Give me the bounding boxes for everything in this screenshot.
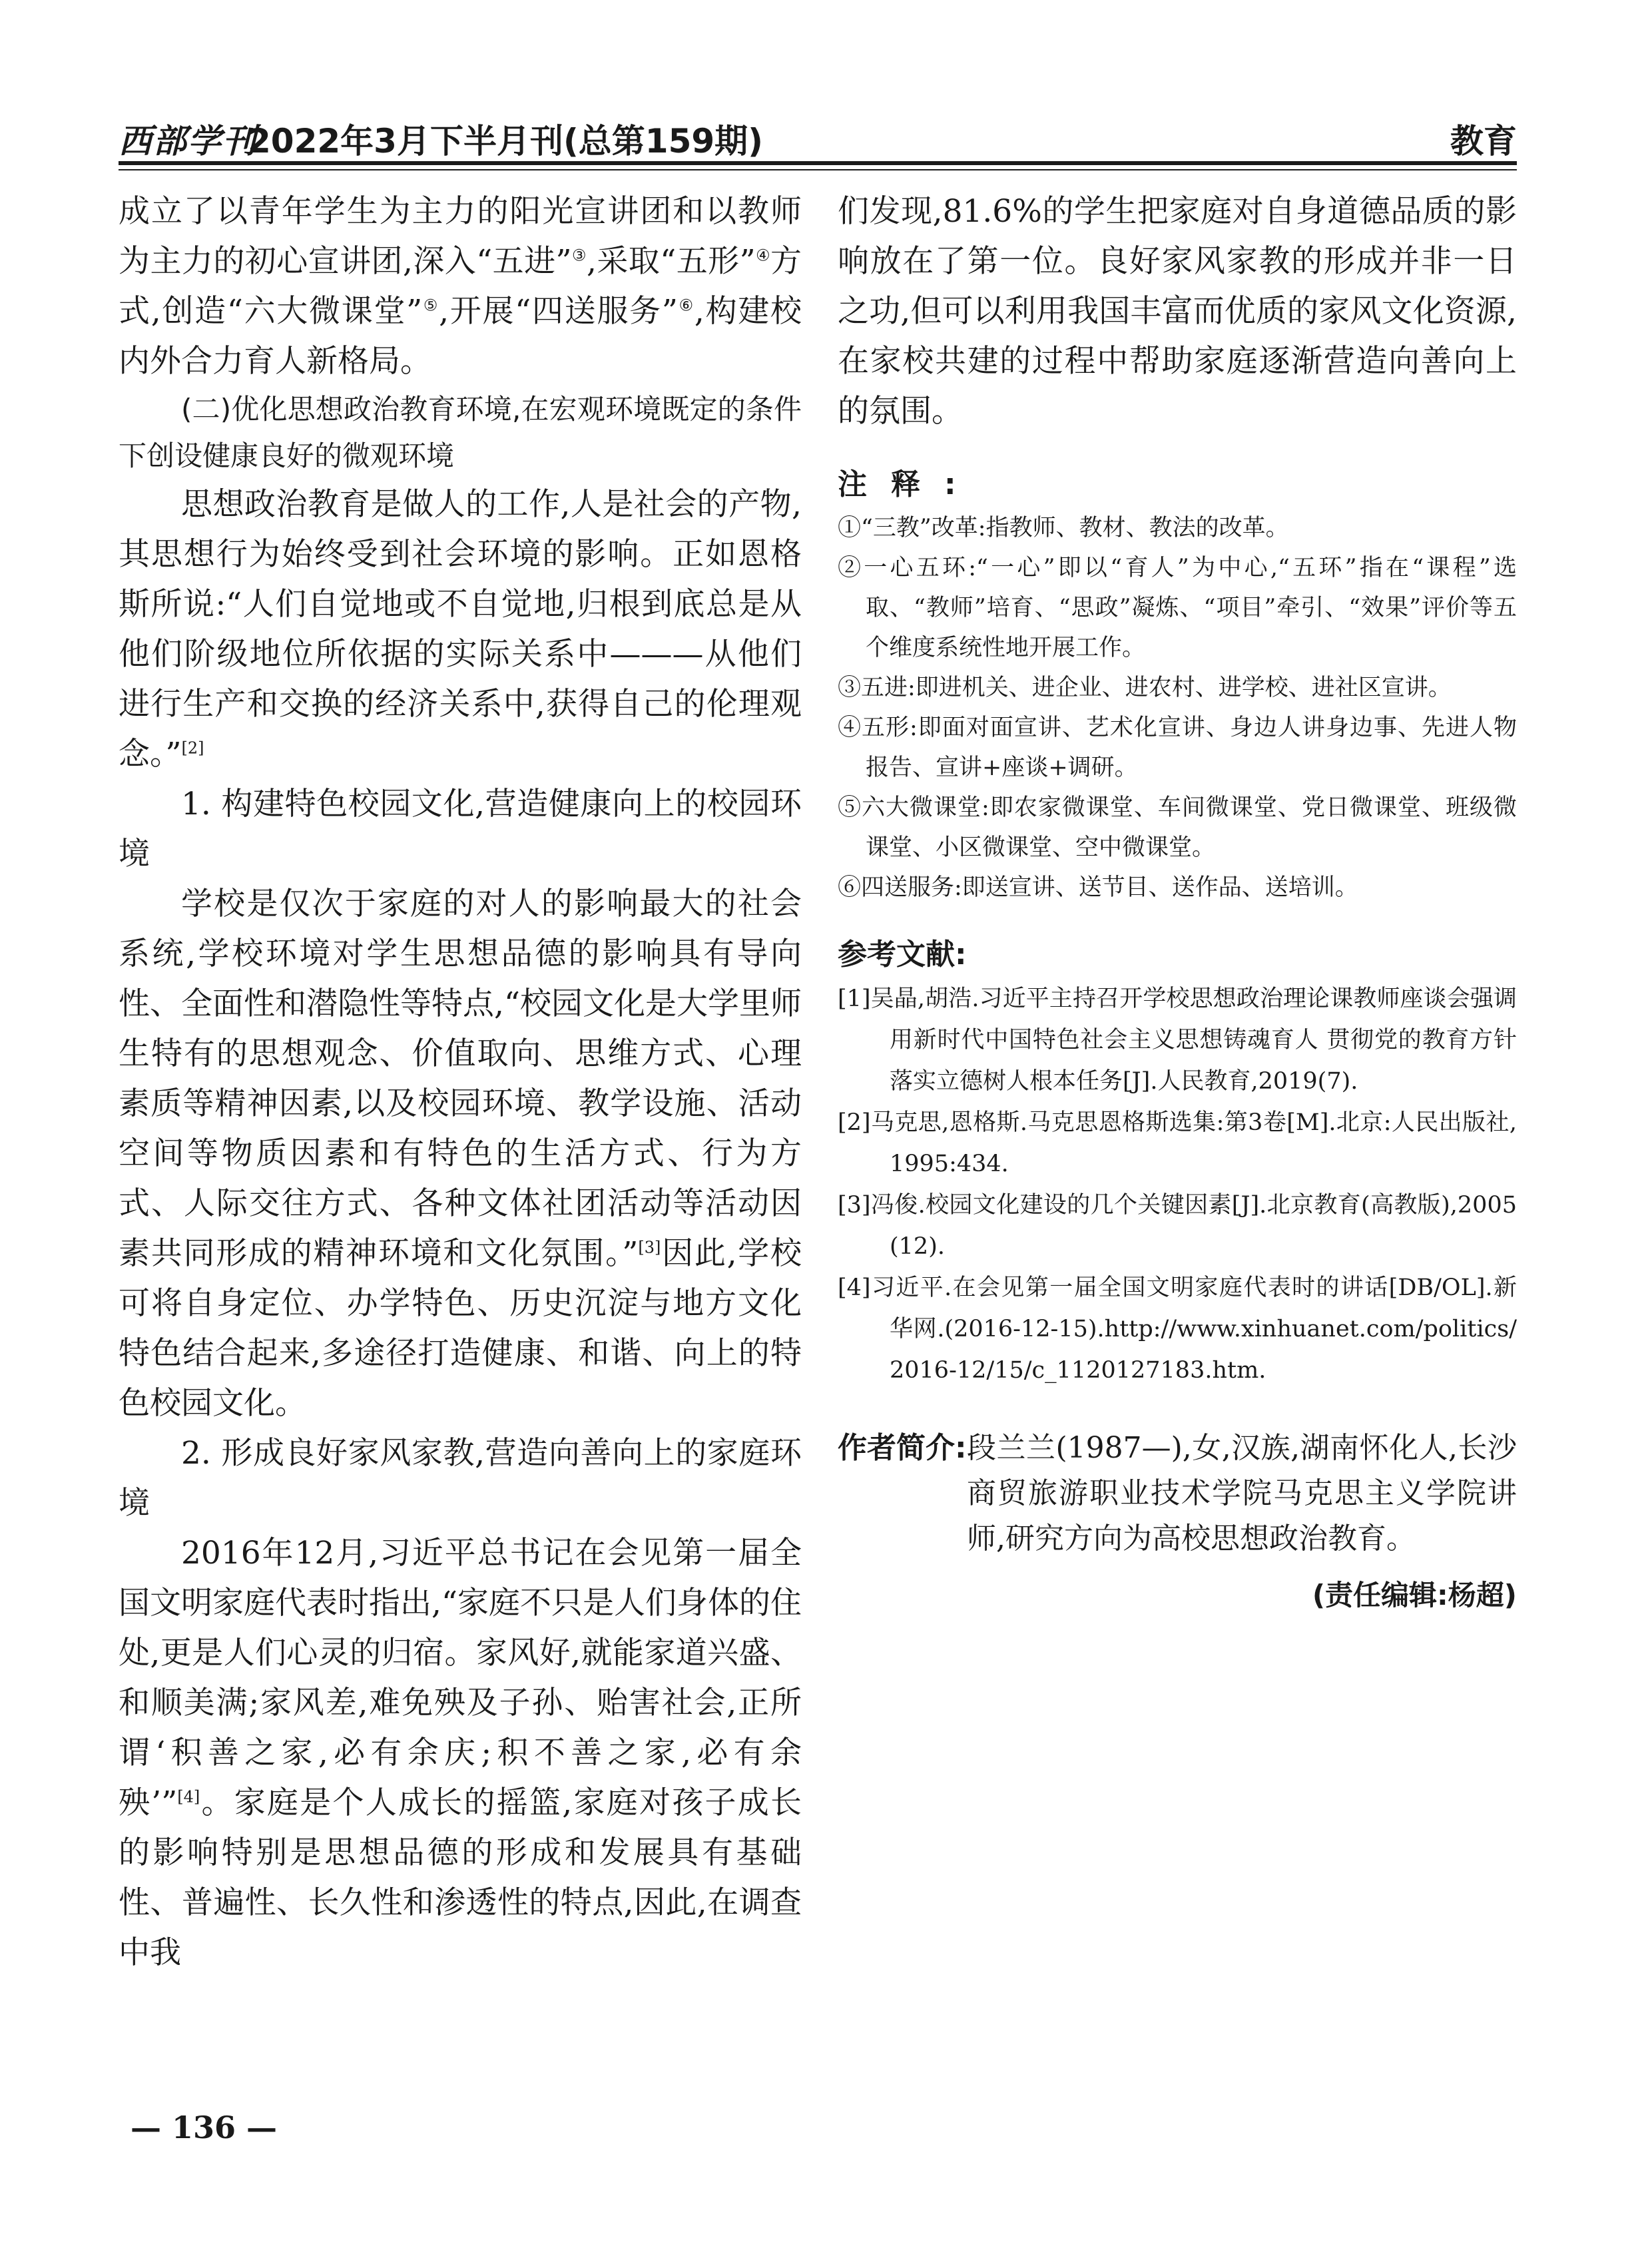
page-number: — 136 — — [131, 2109, 278, 2145]
subsection-heading: 2. 形成良好家风家教,营造向善向上的家庭环境 — [119, 1435, 802, 1522]
note-marker: ③ — [571, 246, 587, 265]
paragraph: 思想政治教育是做人的工作,人是社会的产物,其思想行为始终受到社会环境的影响。正如恩格斯所说:“人们自觉地或不自觉地,归根到底总是从他们阶级地位所依据的实际关系中———从他们进行生产和交换的经济关系中,获得自己的伦理观念。”[2] — [119, 486, 802, 772]
note-item: ⑤六大微课堂:即农家微课堂、车间微课堂、党日微课堂、班级微课堂、小区微课堂、空中微课堂。 — [838, 794, 1517, 861]
references-title: 参考文献: — [838, 938, 967, 972]
paragraph: 学校是仅次于家庭的对人的影响最大的社会系统,学校环境对学生思想品德的影响具有导向性、全面性和潜隐性等特点,“校园文化是大学里师生特有的思想观念、价值取向、思维方式、心理素质等精神因素,以及校园环境、教学设施、活动空间等物质因素和有特色的生活方式、行为方式、人际交往方式、各种文体社团活动等活动因素共同形成的精神环境和文化氛围。”[3]因此,学校可将自身定位、办学特色、历史沉淀与地方文化特色结合起来,多途径打造健康、和谐、向上的特色校园文化。 — [119, 886, 802, 1422]
reference-item: [1]吴晶,胡浩.习近平主持召开学校思想政治理论课教师座谈会强调 用新时代中国特色社会主义思想铸魂育人 贯彻党的教育方针落实立德树人根本任务[J].人民教育,2019(7). — [838, 985, 1517, 1095]
note-item: ③五进:即进机关、进企业、进农村、进学校、进社区宣讲。 — [838, 675, 1452, 701]
header-rule-thin — [119, 169, 1517, 170]
author-bio — [838, 1426, 1517, 1561]
paragraph: 们发现,81.6%的学生把家庭对自身道德品质的影响放在了第一位。良好家风家教的形成并非一日之功,但可以利用我国丰富而优质的家风文化资源,在家校共建的过程中帮助家庭逐渐营造向善向上的氛围。 — [838, 193, 1517, 429]
note-marker: ⑥ — [677, 296, 694, 315]
paragraph: 成立了以青年学生为主力的阳光宣讲团和以教师为主力的初心宣讲团,深入“五进”③,采取“五形”④方式,创造“六大微课堂”⑤,开展“四送服务”⑥,构建校内外合力育人新格局。 — [119, 193, 802, 380]
citation-marker: [3] — [638, 1238, 661, 1257]
section-name: 教育 — [1450, 122, 1517, 160]
header-rule-thick — [119, 161, 1517, 165]
reference-item: [2]马克思,恩格斯.马克思恩格斯选集:第3卷[M].北京:人民出版社,1995:434. — [838, 1109, 1517, 1177]
section-heading: (二)优化思想政治教育环境,在宏观环境既定的条件下创设健康良好的微观环境 — [119, 393, 802, 472]
reference-item: [3]冯俊.校园文化建设的几个关键因素[J].北京教育(高教版),2005(12). — [838, 1192, 1517, 1260]
note-marker: ④ — [755, 246, 771, 265]
journal-logo: 西部学刊 — [119, 121, 257, 160]
right-column — [838, 186, 1517, 1616]
paragraph: 2016年12月,习近平总书记在会见第一届全国文明家庭代表时指出,“家庭不只是人们身体的住处,更是人们心灵的归宿。家风好,就能家道兴盛、和顺美满;家风差,难免殃及子孙、贻害社会,正所谓‘积善之家,必有余庆;积不善之家,必有余殃’”[4]。家庭是个人成长的摇篮,家庭对孩子成长的影响特别是思想品德的形成和发展具有基础性、普遍性、长久性和渗透性的特点,因此,在调查中我 — [119, 1535, 802, 1971]
notes-title: 注释: — [838, 467, 980, 501]
author-text: 段兰兰(1987—),女,汉族,湖南怀化人,长沙商贸旅游职业技术学院马克思主义学院讲师,研究方向为高校思想政治教育。 — [967, 1431, 1517, 1555]
issue-info: 2022年3月下半月刊(总第159期) — [248, 122, 764, 160]
responsible-editor: (责任编辑:杨超) — [1312, 1579, 1517, 1611]
note-item: ①“三教”改革:指教师、教材、教法的改革。 — [838, 515, 1289, 541]
notes-list — [838, 508, 1517, 908]
note-item: ④五形:即面对面宣讲、艺术化宣讲、身边人讲身边事、先进人物报告、宣讲+座谈+调研。 — [838, 714, 1517, 781]
note-marker: ⑤ — [422, 296, 439, 315]
left-column — [119, 186, 802, 1978]
author-label: 作者简介: — [838, 1431, 967, 1465]
citation-marker: [2] — [181, 738, 204, 758]
running-header — [119, 112, 1517, 158]
subsection-heading: 1. 构建特色校园文化,营造健康向上的校园环境 — [119, 786, 802, 872]
reference-item: [4]习近平.在会见第一届全国文明家庭代表时的讲话[DB/OL].新华网.(2016-12-15).http://www.xinhuanet.com/politics/2016-12/15/c_1120127183.htm. — [838, 1274, 1517, 1384]
note-item: ②一心五环:“一心”即以“育人”为中心,“五环”指在“课程”选取、“教师”培育、“思政”凝炼、“项目”牵引、“效果”评价等五个维度系统性地开展工作。 — [838, 555, 1517, 661]
note-item: ⑥四送服务:即送宣讲、送节目、送作品、送培训。 — [838, 874, 1358, 901]
references-list — [838, 978, 1517, 1391]
citation-marker: [4] — [177, 1787, 200, 1807]
